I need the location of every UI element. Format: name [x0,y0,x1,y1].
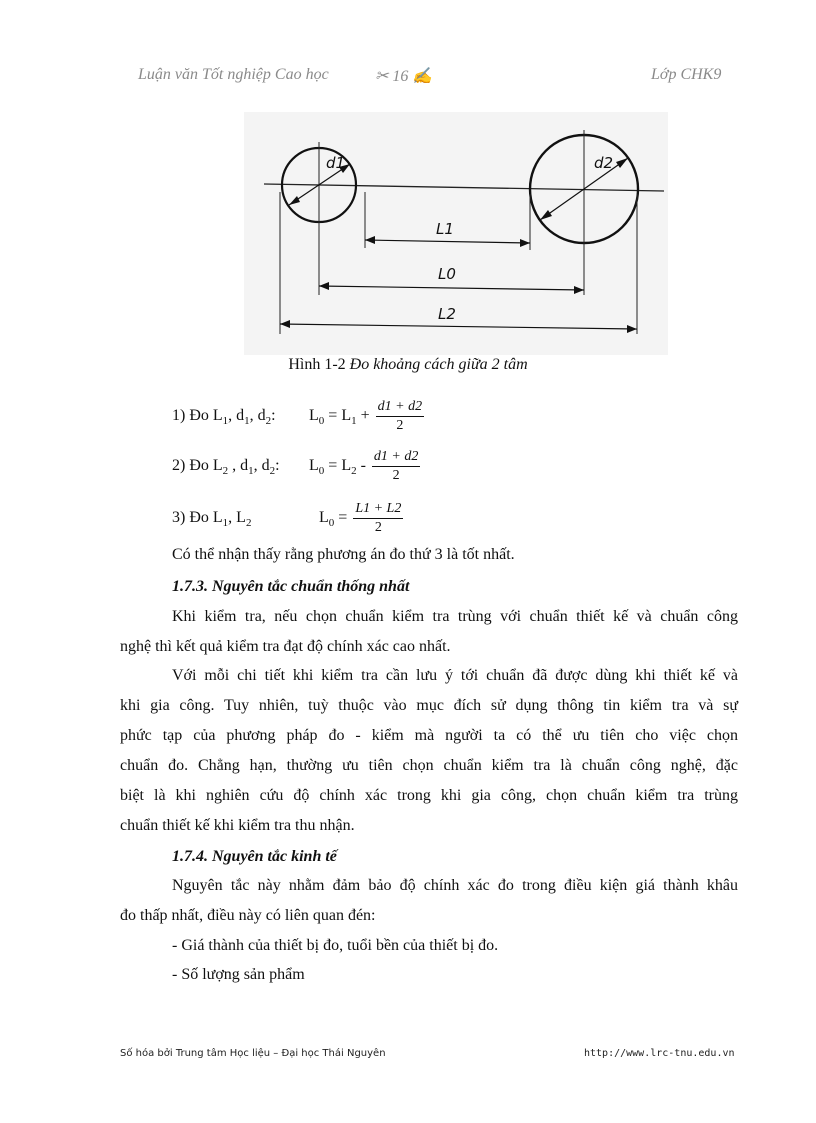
figure-caption: Hình 1-2 Đo khoảng cách giữa 2 tâm [288,356,528,373]
paragraph-line: khi gia công. Tuy nhiên, tuỳ thuộc vào mục đích sử dụng thông tin kiểm tra và sự [120,697,738,714]
pencil-icon: ✍ [412,68,433,85]
header-title: Luận văn Tốt nghiệp Cao học [138,66,329,83]
section-heading-174: 1.7.4. Nguyên tắc kinh tế [172,848,337,865]
label-d1: d1 [326,154,346,172]
paragraph-line: biệt là khi nghiên cứu độ chính xác trong khi gia công, chọn chuẩn kiểm tra trùng [120,787,738,804]
paragraph-line: Khi kiểm tra, nếu chọn chuẩn kiểm tra trùng với chuẩn thiết kế và chuẩn công [172,608,738,625]
label-L0: L0 [438,265,456,283]
paragraph-line: phức tạp của phương pháp đo - kiểm mà người ta có thể ưu tiên cho việc chọn [120,727,738,744]
header-page-number: ✂ 16 ✍ [375,68,433,85]
label-L1: L1 [436,220,454,238]
paragraph-line: đo thấp nhất, điều này có liên quan đén: [120,907,376,924]
center-distance-diagram [244,112,668,355]
paragraph-line: nghệ thì kết quả kiểm tra đạt độ chính xác cao nhất. [120,638,451,655]
paragraph-line: Với mỗi chi tiết khi kiểm tra cần lưu ý tới chuẩn đã được dùng khi thiết kế và [172,667,738,684]
formula-3: 3) Đo $L_1$, $L_2$ $L_0$ = $\frac{L1 + L2}{2}$ [172,501,402,535]
paragraph-line: chuẩn đo. Chẳng hạn, thường ưu tiên chọn chuẩn kiểm tra là chuẩn công nghệ, đặc [120,757,738,774]
paragraph-line: Nguyên tắc này nhằm đảm bảo độ chính xác đo trong điều kiện giá thành khâu [172,877,738,894]
footer-source: Số hóa bởi Trung tâm Học liệu – Đại học Thái Nguyên [120,1048,386,1059]
label-d2: d2 [594,154,614,172]
conclusion-text: Có thể nhận thấy rằng phương án đo thứ 3 là tốt nhất. [172,546,515,563]
scissors-icon: ✂ [375,68,389,85]
header-class: Lớp CHK9 [651,66,722,83]
bullet-item: - Giá thành của thiết bị đo, tuổi bền của thiết bị đo. [172,937,499,954]
figure-background [244,112,668,355]
formula-1: 1) Đo $L_1$, $d_1$, $d_2$: $L_0 = L_1$ + $\frac{d1 + d2}{2}$ [172,399,423,433]
section-heading-173: 1.7.3. Nguyên tắc chuẩn thống nhất [172,578,410,595]
footer-url[interactable]: http://www.lrc-tnu.edu.vn [584,1048,735,1059]
label-L2: L2 [438,305,456,323]
bullet-item: - Số lượng sản phẩm [172,966,305,983]
paragraph-line: chuẩn thiết kế khi kiểm tra thu nhận. [120,817,355,834]
formula-2: 2) Đo $L_2$ , $d_1$, $d_2$: $L_0 = L_2$ - $\frac{d1 + d2}{2}$ [172,449,419,483]
